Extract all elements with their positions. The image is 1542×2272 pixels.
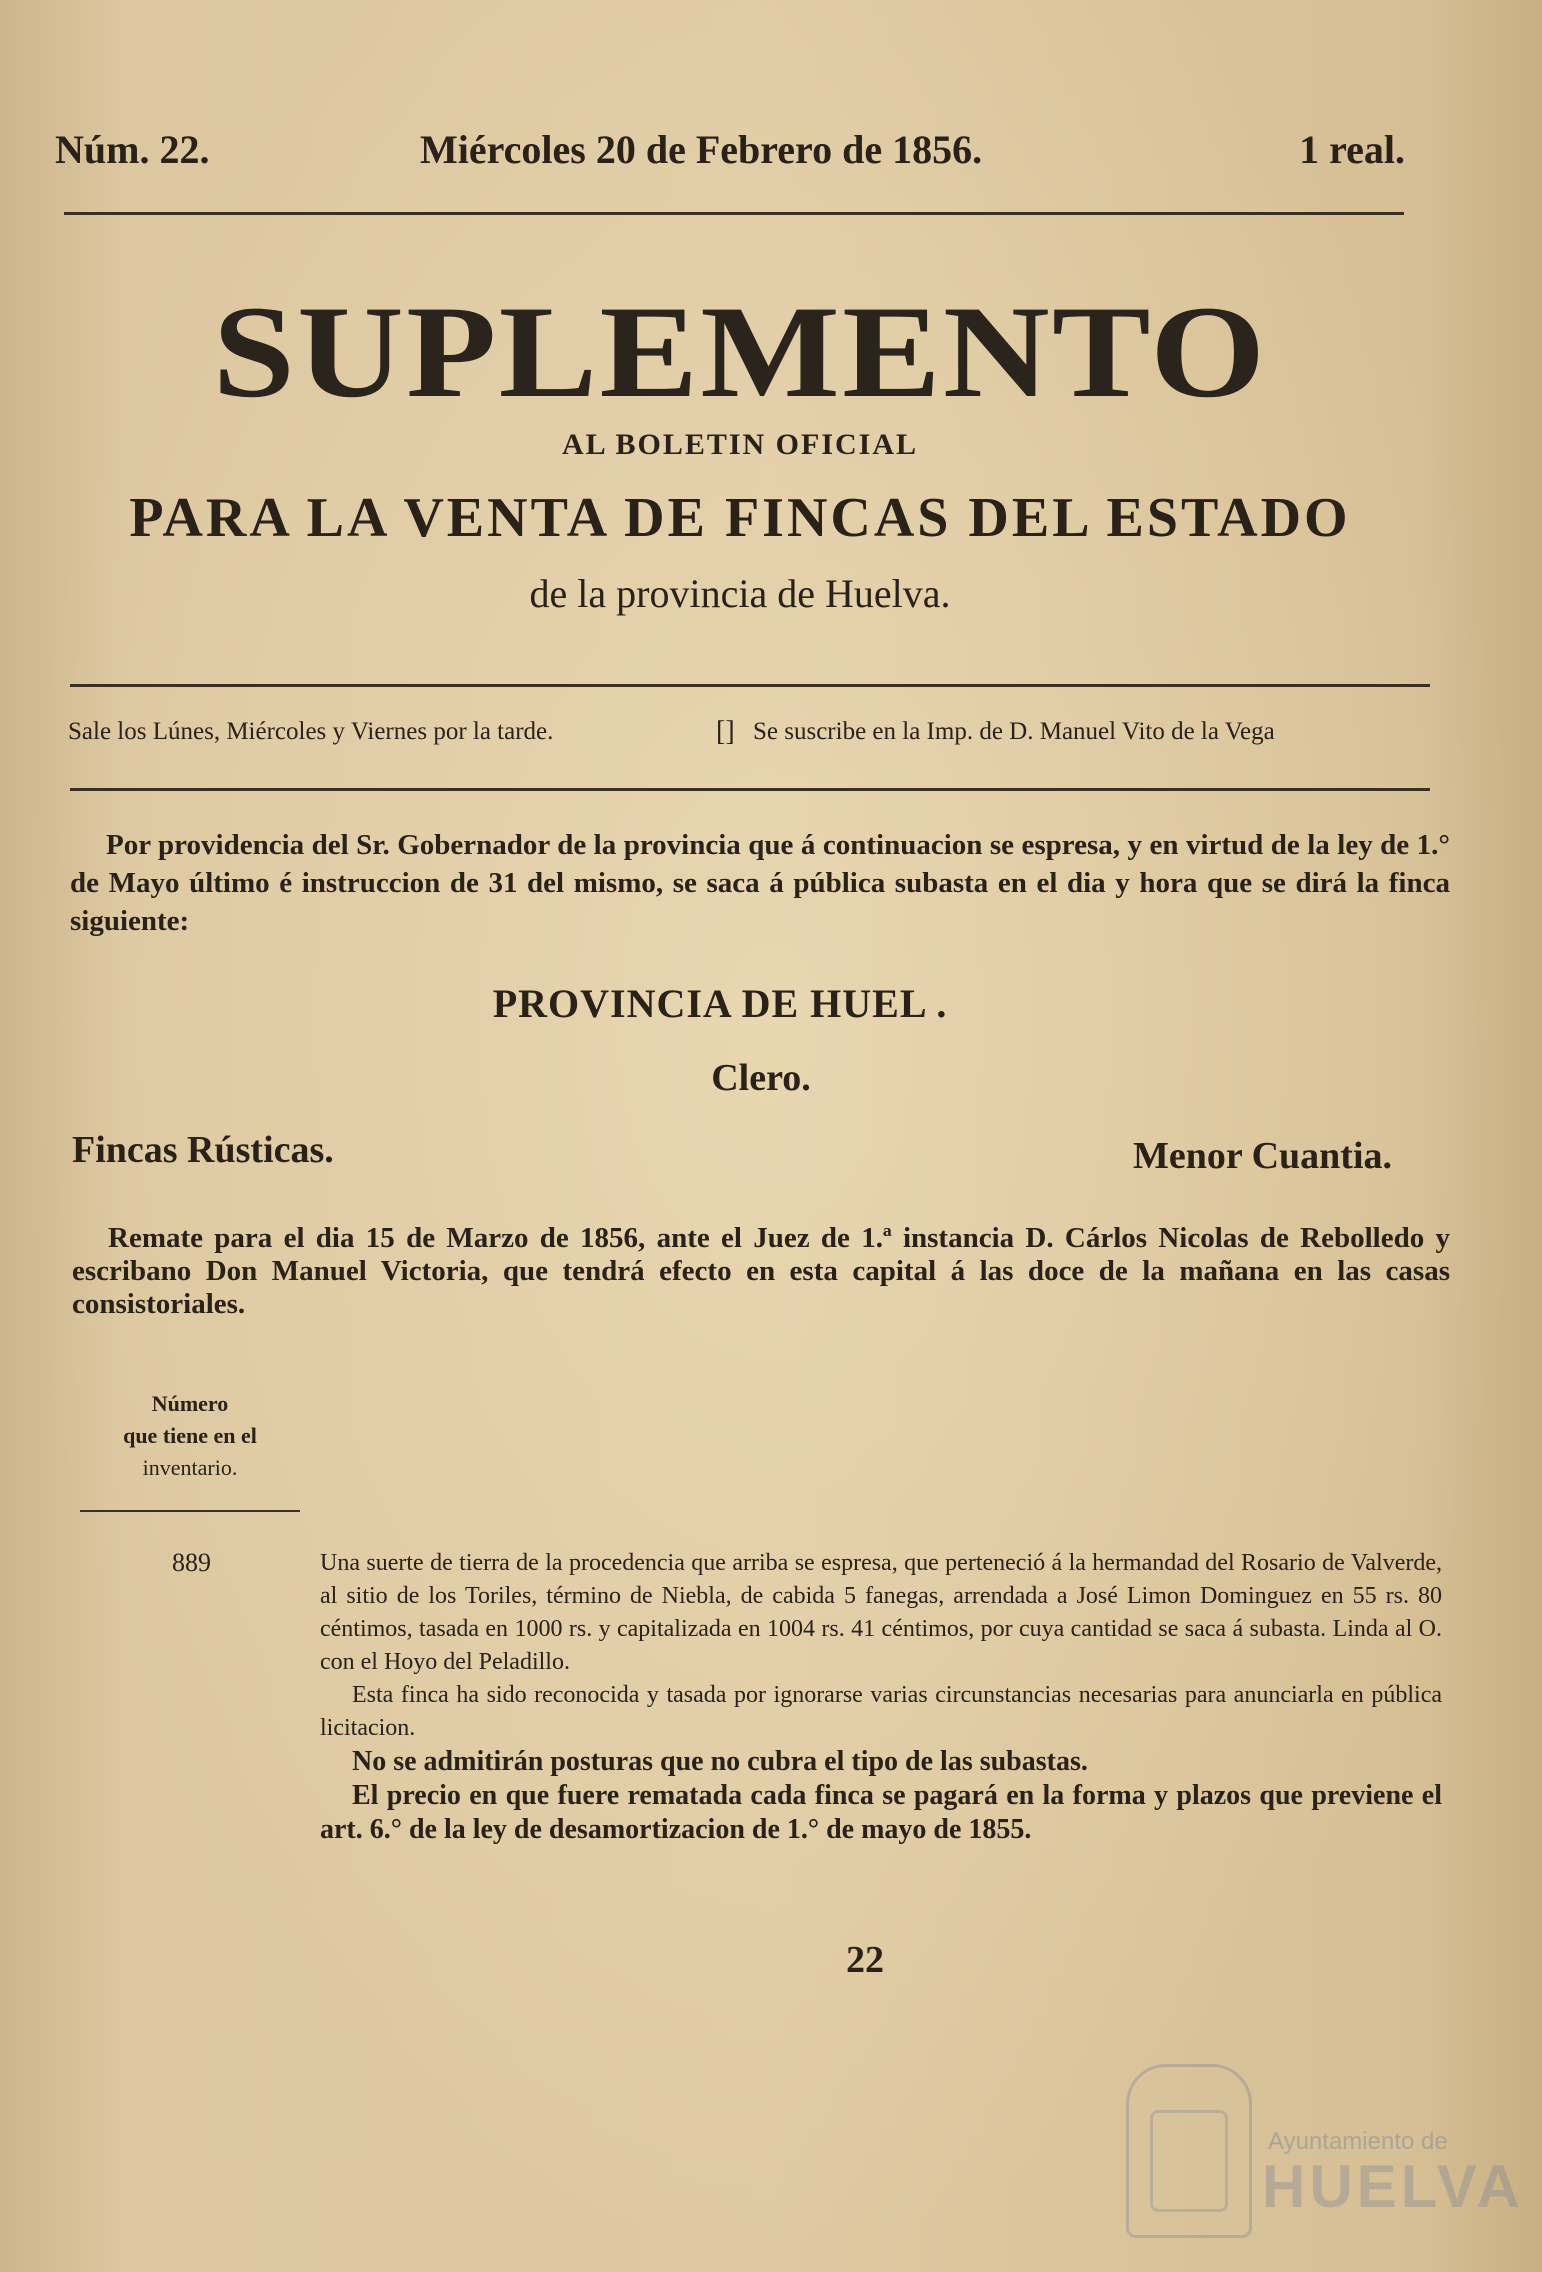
masthead-title: SUPLEMENTO: [212, 278, 1268, 425]
info-separator: []: [716, 716, 735, 747]
section-heading: Clero.: [711, 1057, 811, 1099]
column-header: [80, 1388, 300, 1484]
masthead-subtitle-3: de la provincia de Huelva.: [529, 571, 951, 616]
lot-rule-1: No se admitirán posturas que no cubra el tipo de las subastas.: [352, 1746, 1088, 1777]
category-heading: Fincas Rústicas.: [72, 1129, 334, 1171]
watermark-line-1: Ayuntamiento de: [1268, 2128, 1448, 2155]
info-schedule: Sale los Lúnes, Miércoles y Viernes por la tarde.: [68, 718, 554, 745]
auction-paragraph: Remate para el dia 15 de Marzo de 1856, ante el Juez de 1.ª instancia D. Cárlos Nicolas de Rebolledo y escribano Don Manuel Victoria, que tendrá efecto en esta capital á las doce de la mañana en las casas consistoriales.: [72, 1222, 1450, 1320]
info-bar: [68, 718, 1428, 758]
header-rule: [64, 212, 1404, 215]
column-header-line-3: inventario.: [142, 1455, 238, 1480]
column-header-line-1: Número: [151, 1391, 229, 1416]
lot-note: Esta finca ha sido reconocida y tasada por ignorarse varias circunstancias necesarias para anunciarla en pública licitacion.: [320, 1682, 1442, 1741]
lot-entry: [320, 1547, 1442, 1847]
watermark-line-2: HUELVA: [1262, 2153, 1524, 2220]
issue-number: Núm. 22.: [55, 127, 210, 172]
issue-price: 1 real.: [1299, 127, 1405, 172]
watermark-crest-inner: [1150, 2110, 1228, 2212]
lot-description: Una suerte de tierra de la procedencia que arriba se espresa, que perteneció á la hermandad del Rosario de Valverde, al sitio de los Toriles, término de Niebla, de cabida 5 fanegas, arrendada a José Limon Dominguez en 55 rs. 80 céntimos, tasada en 1000 rs. y capitalizada en 1004 rs. 41 céntimos, por cuya cantidad se saca á subasta. Linda al O. con el Hoyo del Peladillo.: [320, 1550, 1442, 1675]
column-rule: [80, 1510, 300, 1512]
info-top-rule: [70, 684, 1430, 687]
masthead-subtitle-1: AL BOLETIN OFICIAL: [561, 428, 919, 461]
column-header-line-2: que tiene en el: [123, 1423, 257, 1448]
header-line: [55, 126, 1405, 176]
masthead-subtitle-2: PARA LA VENTA DE FINCAS DEL ESTADO: [129, 487, 1351, 549]
page-number: 22: [846, 1939, 884, 1981]
lot-rule-2: El precio en que fuere rematada cada finca se pagará en la forma y plazos que previene el art. 6.° de la ley de desamortizacion de 1.° de mayo de 1855.: [320, 1780, 1442, 1845]
amount-heading: Menor Cuantia.: [1133, 1135, 1392, 1177]
province-heading: PROVINCIA DE HUEL .: [492, 981, 948, 1026]
info-subscription: Se suscribe en la Imp. de D. Manuel Vito de la Vega: [753, 718, 1275, 745]
info-bottom-rule: [70, 788, 1430, 791]
lot-number: 889: [172, 1548, 211, 1577]
issue-date: Miércoles 20 de Febrero de 1856.: [420, 127, 983, 172]
intro-paragraph: Por providencia del Sr. Gobernador de la provincia que á continuacion se espresa, y en virtud de la ley de 1.° de Mayo último é instruccion de 31 del mismo, se saca á pública subasta en el dia y hora que se dirá la finca siguiente:: [70, 829, 1450, 937]
